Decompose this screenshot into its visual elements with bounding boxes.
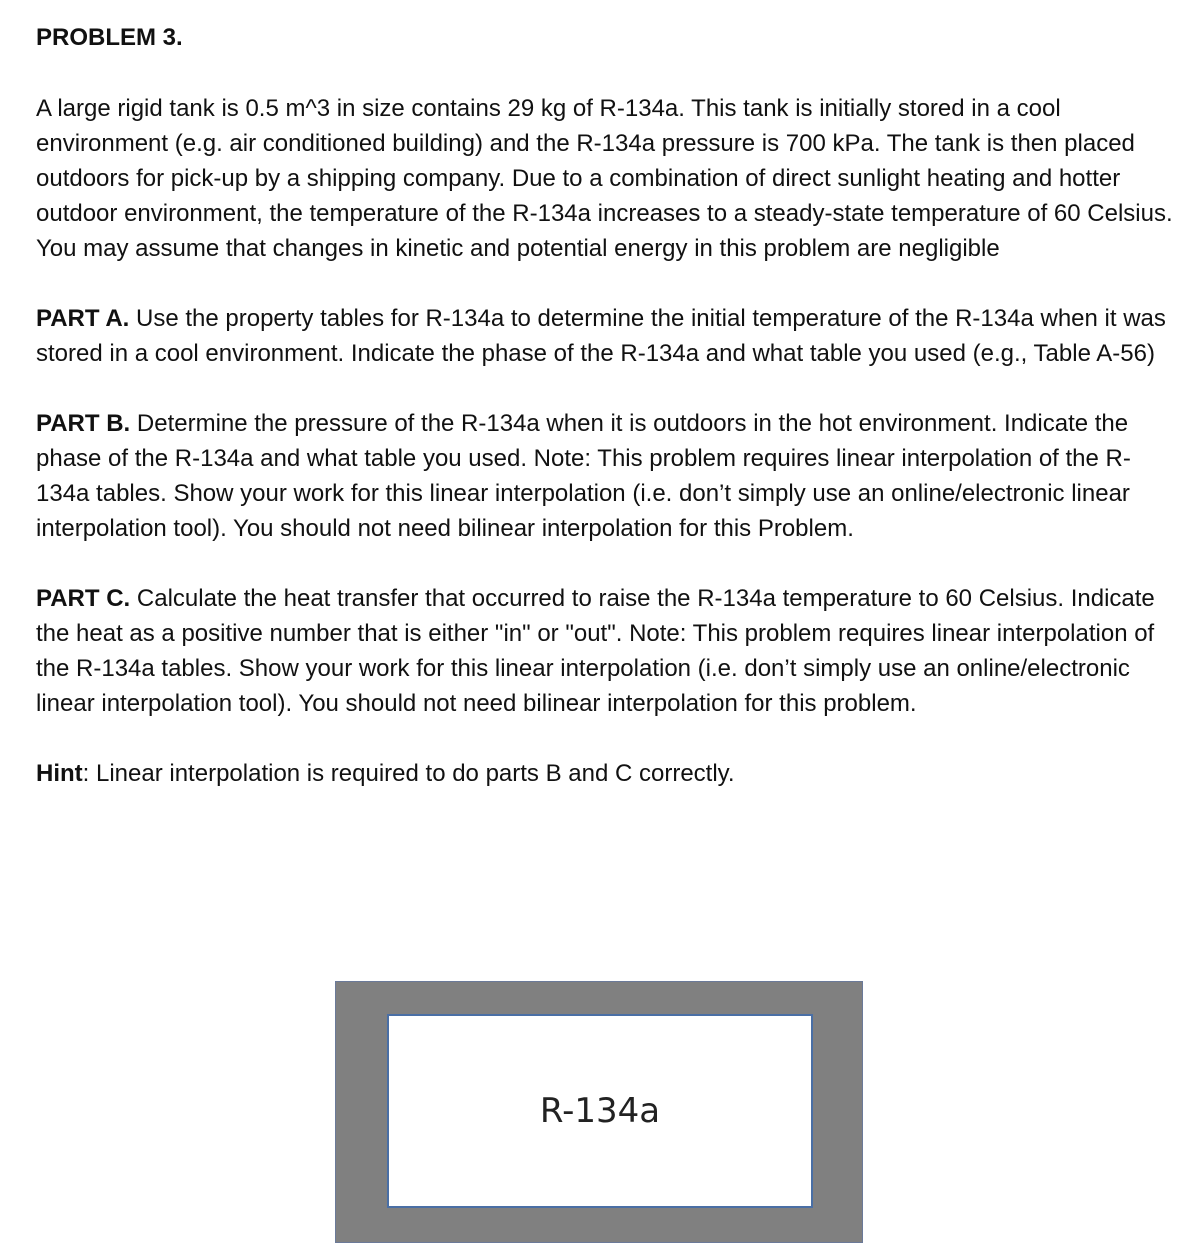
part-b-text: Determine the pressure of the R-134a when it is outdoors in the hot environment. Indicate the phase of the R-134a and what table you used. Note: This problem requires linear interpolation of the R-134a tables. Show your work for this linear interpolation (i.e. don’t simply use an online/electronic linear interpolation tool). You should not need bilinear interpolation for this Problem. <box>36 410 1131 542</box>
part-c-label: PART C. <box>36 585 131 612</box>
part-a <box>36 301 1176 371</box>
part-b <box>36 406 1176 546</box>
tank-diagram-outer-wall <box>335 981 863 1243</box>
hint-label: Hint <box>36 760 83 787</box>
part-c <box>36 581 1176 721</box>
hint <box>36 756 1176 791</box>
problem-title: PROBLEM 3. <box>36 24 183 51</box>
part-b-label: PART B. <box>36 410 131 437</box>
part-a-text: Use the property tables for R-134a to determine the initial temperature of the R-134a when it was stored in a cool environment. Indicate the phase of the R-134a and what table you used (e.g., Table A-56) <box>36 305 1166 367</box>
problem-intro: A large rigid tank is 0.5 m^3 in size contains 29 kg of R-134a. This tank is initially stored in a cool environment (e.g. air conditioned building) and the R-134a pressure is 700 kPa. The tank is then placed outdoors for pick-up by a shipping company. Due to a combination of direct sunlight heating and hotter outdoor environment, the temperature of the R-134a increases to a steady-state temperature of 60 Celsius. You may assume that changes in kinetic and potential energy in this problem are negligible <box>36 95 1173 262</box>
part-a-label: PART A. <box>36 305 130 332</box>
tank-diagram-interior <box>387 1014 813 1208</box>
problem-document <box>36 20 1176 826</box>
part-c-text: Calculate the heat transfer that occurred to raise the R-134a temperature to 60 Celsius. Indicate the heat as a positive number that is either "in" or "out". Note: This problem requires linear interpolation of the R-134a tables. Show your work for this linear interpolation (i.e. don’t simply use an online/electronic linear interpolation tool). You should not need bilinear interpolation for this problem. <box>36 585 1155 717</box>
tank-label: R-134a <box>539 1091 661 1131</box>
hint-text: : Linear interpolation is required to do parts B and C correctly. <box>82 760 735 787</box>
